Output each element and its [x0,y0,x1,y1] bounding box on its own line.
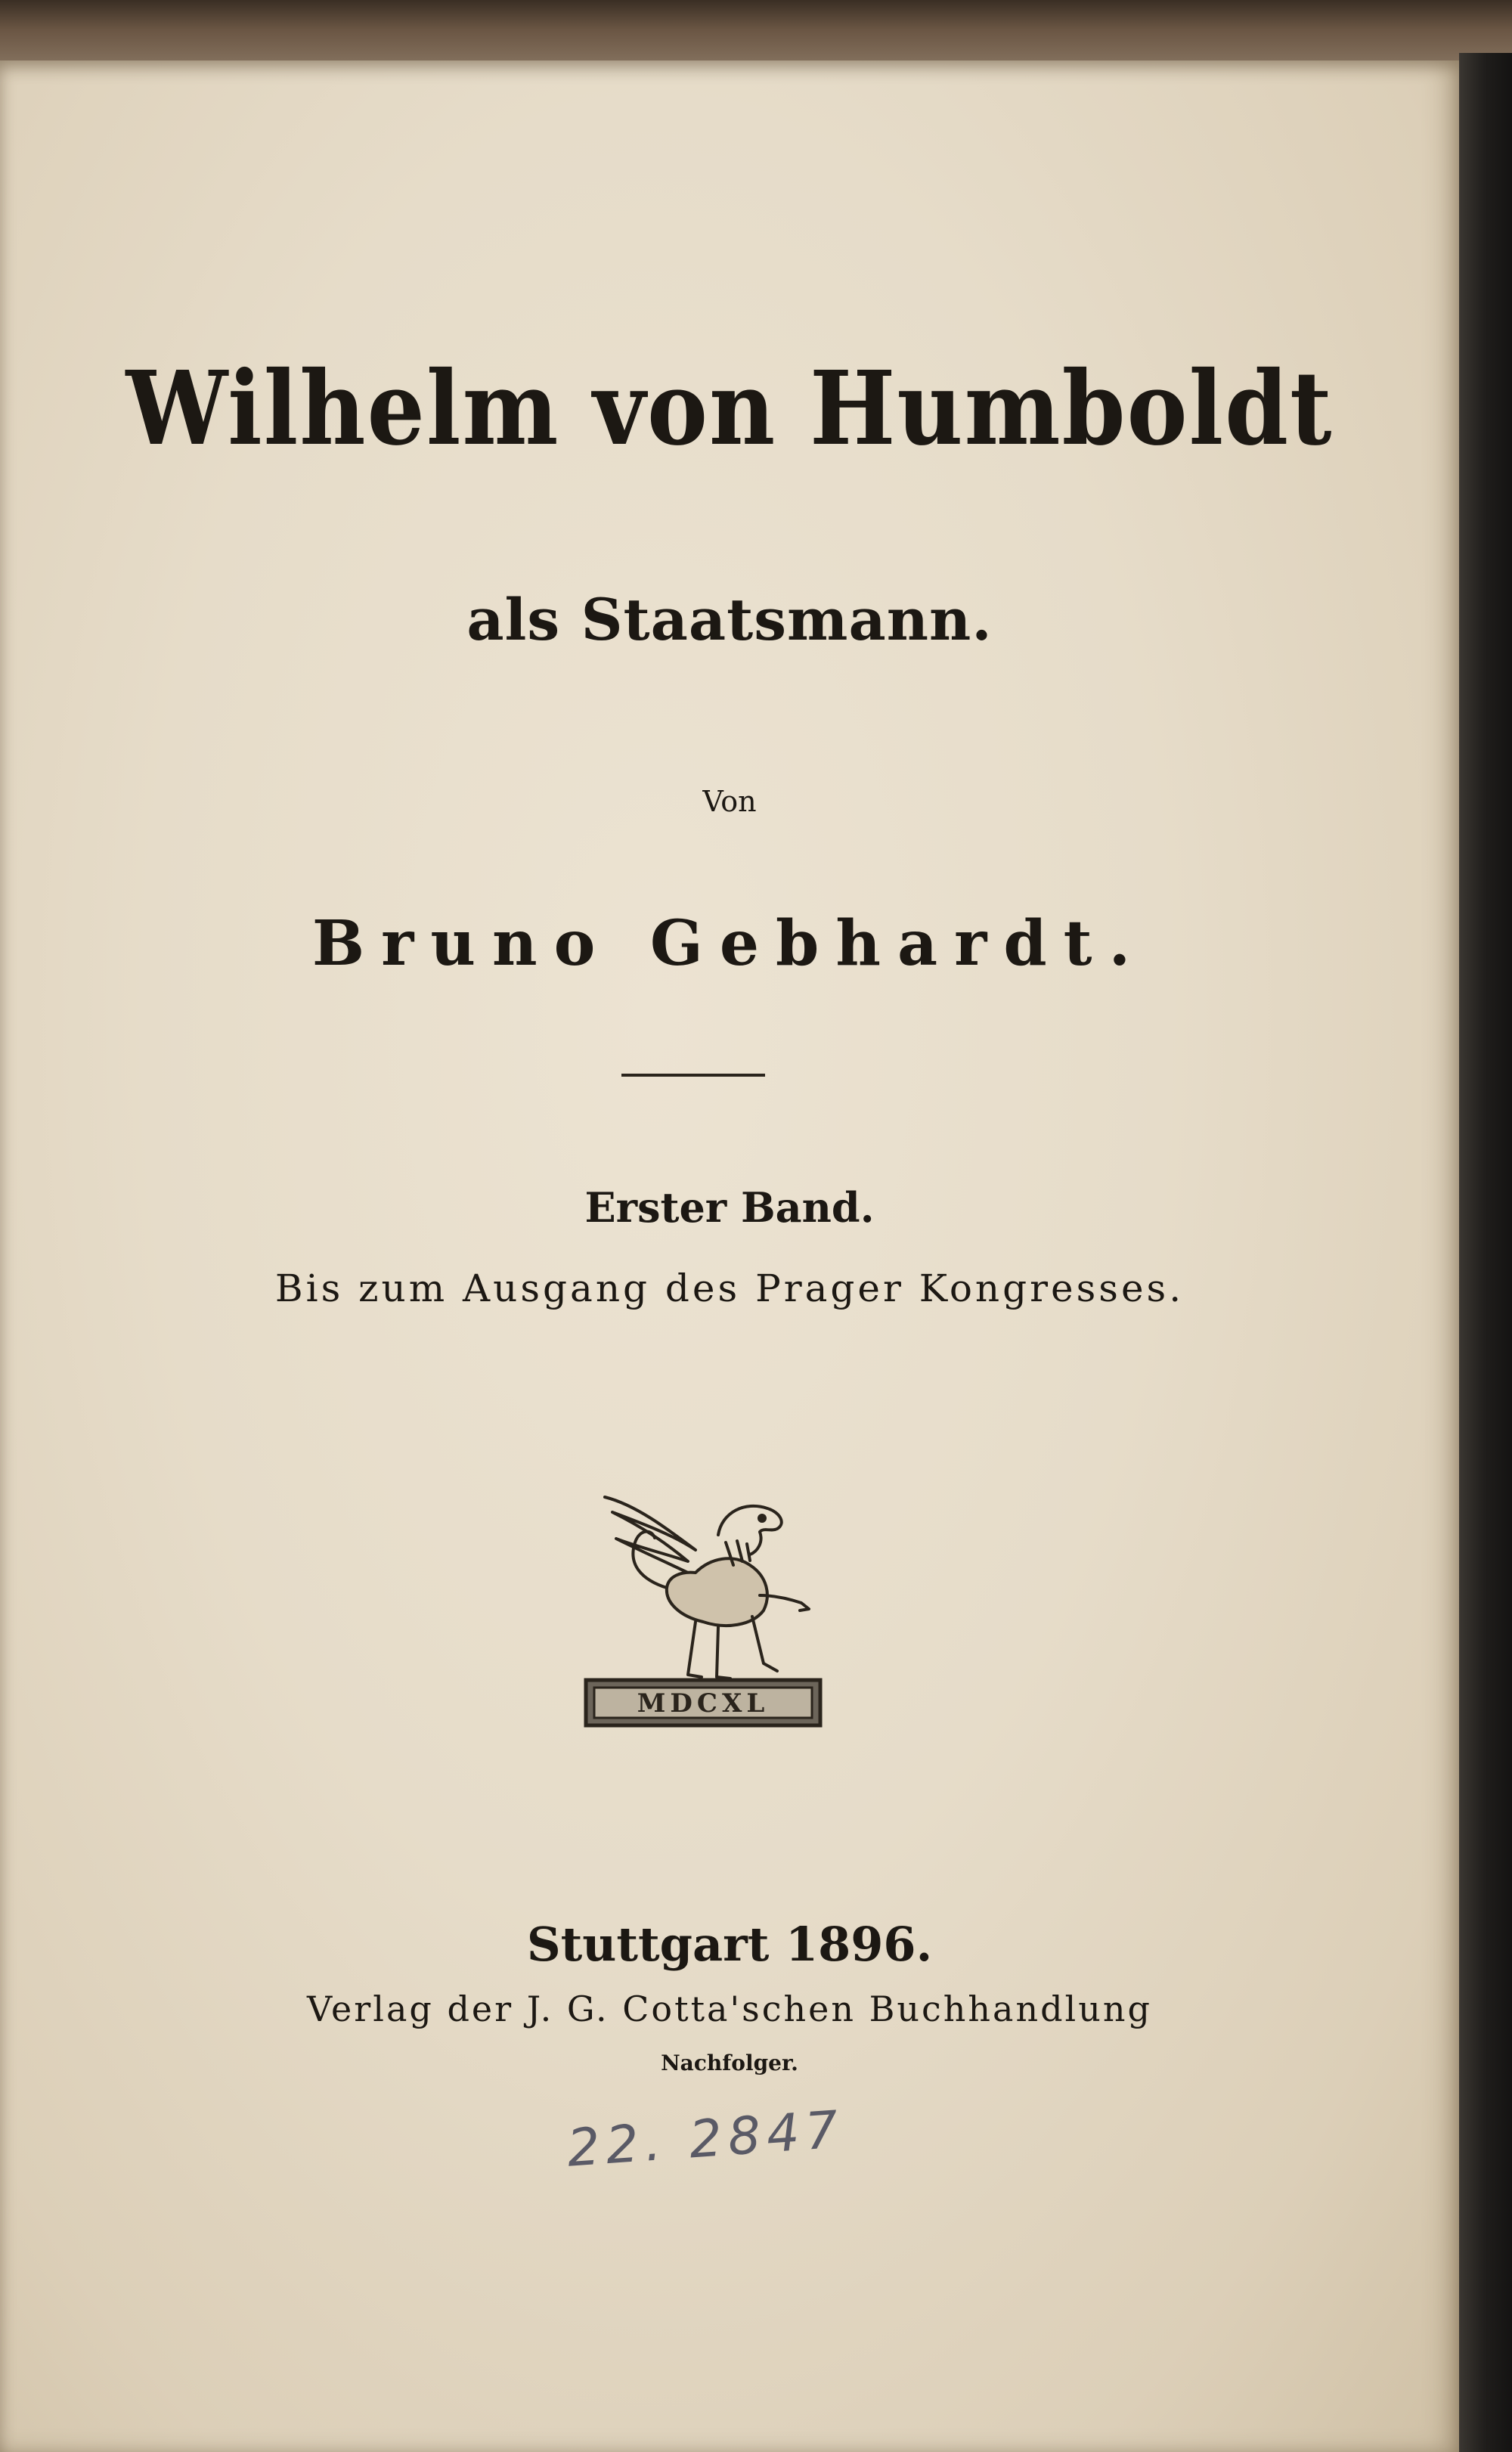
griffin-emblem-icon [582,1482,824,1739]
book-title: Wilhelm von Humboldt [125,349,1334,469]
book-subtitle: als Staatsmann. [466,586,993,653]
author-name: Bruno Gebhardt. [311,907,1148,980]
volume-subtitle: Bis zum Ausgang des Prager Kongresses. [274,1266,1185,1310]
imprint-successor: Nachfolger. [661,2051,798,2075]
book-spine [1459,53,1512,2452]
imprint-place-year: Stuttgart 1896. [526,1917,933,1972]
divider-rule [621,1074,765,1077]
imprint-publisher: Verlag der J. G. Cotta'schen Buchhandlung [307,1989,1152,2029]
emblem-plaque-text: MDCXL [637,1688,770,1719]
by-line: Von [702,785,757,818]
handwritten-shelfmark: 22. 2847 [565,2100,847,2179]
volume-label: Erster Band. [584,1183,875,1232]
